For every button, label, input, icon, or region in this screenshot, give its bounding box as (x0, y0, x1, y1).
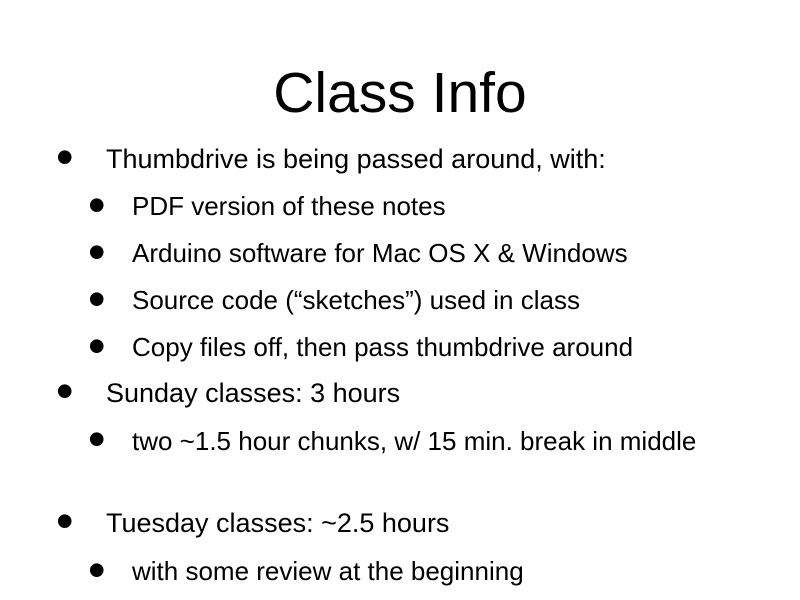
subbullet-text: Copy files off, then pass thumbdrive around (132, 332, 634, 362)
bullet-icon: • (56, 363, 74, 419)
bullet-icon: • (88, 542, 106, 598)
subbullet-text: Arduino software for Mac OS X & Windows (132, 238, 628, 268)
subbullet-text: with some review at the beginning (132, 556, 524, 586)
bullet-icon: • (88, 224, 106, 280)
bullet-text: Sunday classes: 3 hours (106, 378, 401, 408)
bullet-icon: • (88, 318, 106, 374)
bullet-icon: • (88, 177, 106, 233)
bullet-icon: • (88, 411, 106, 467)
bullet-icon: • (56, 493, 74, 549)
subbullet-text: PDF version of these notes (132, 191, 446, 221)
bullet-text: Tuesday classes: ~2.5 hours (106, 508, 450, 538)
bullet-icon: • (88, 271, 106, 327)
slide-title: Class Info (273, 61, 527, 125)
bullet-icon: • (56, 129, 74, 185)
subbullet-text: two ~1.5 hour chunks, w/ 15 min. break in middle (132, 426, 697, 456)
subbullet-text: Source code (“sketches”) used in class (132, 285, 580, 315)
bullet-text: Thumbdrive is being passed around, with: (106, 144, 606, 174)
